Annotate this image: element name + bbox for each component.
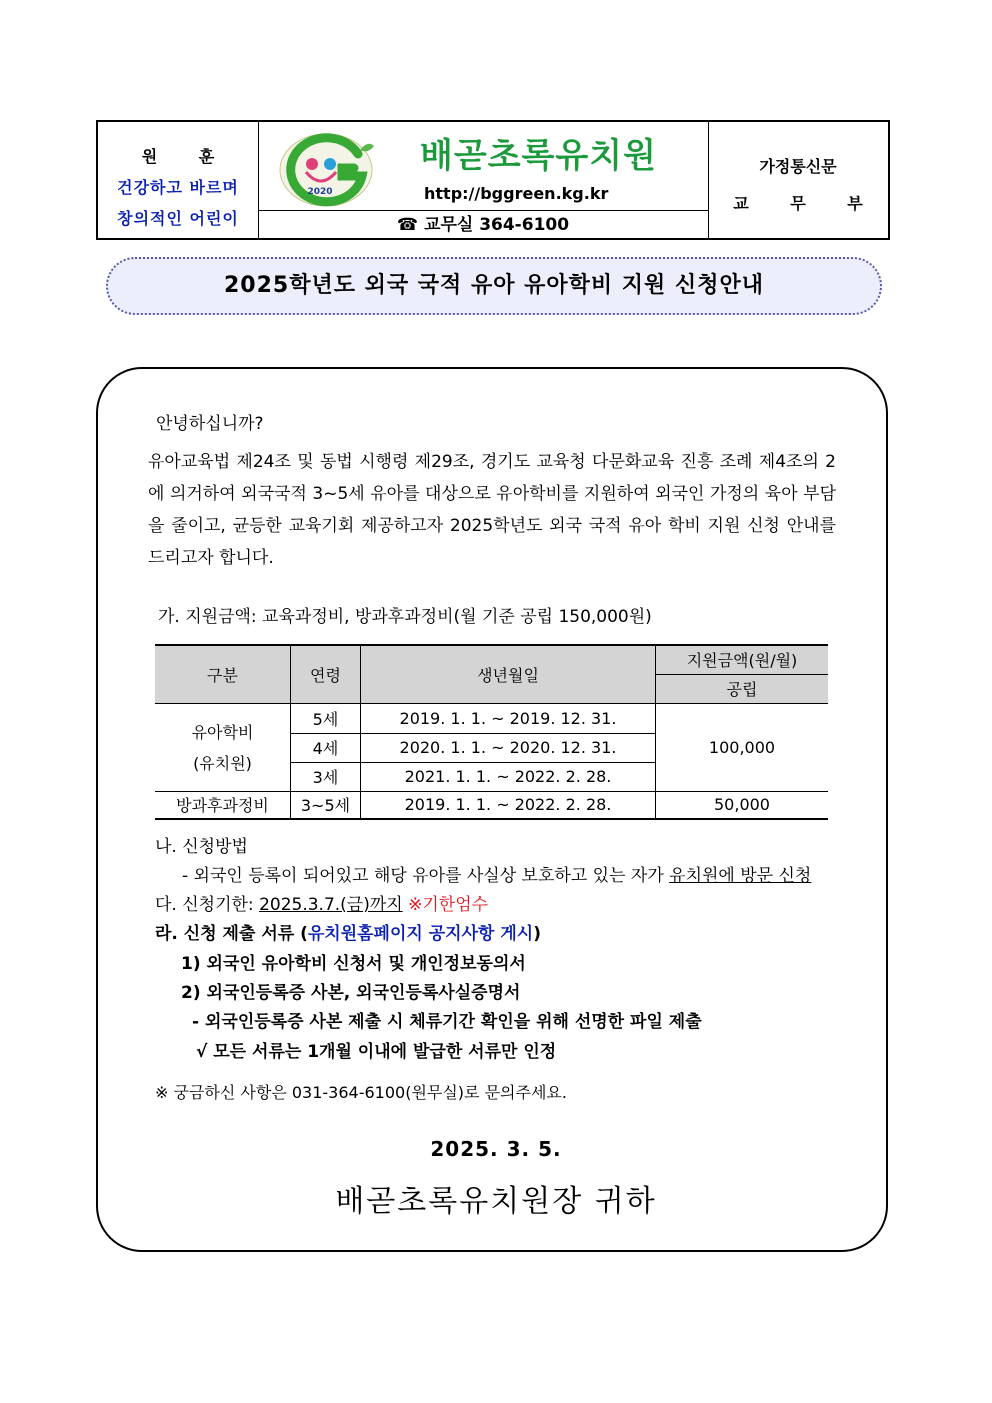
greeting: 안녕하십니까? xyxy=(156,414,264,434)
intro-paragraph: 유아교육법 제24조 및 동법 시행령 제29조, 경기도 교육청 다문화교육 진흥 조례 제4조의 2에 의거하여 외국국적 3~5세 유아를 대상으로 유아학비를 지원하여 외국인 가정의 육아 부담을 줄이고, 균등한 교육기회 제공하고자 2025학년도 외국 국적 유아 학비 지원 신청 안내를 드리고자 합니다. xyxy=(148,452,836,568)
tuition-label xyxy=(155,703,291,791)
section-a-title: 가. 지원금액: 교육과정비, 방과후과정비(월 기준 공립 150,000원) xyxy=(158,607,652,627)
section-c xyxy=(155,895,488,915)
row-birth: 2020. 1. 1. ~ 2020. 12. 31. xyxy=(361,733,656,762)
tuition-amount: 100,000 xyxy=(656,703,829,791)
afterschool-birth: 2019. 1. 1. ~ 2022. 2. 28. xyxy=(361,791,656,819)
table-row xyxy=(155,703,828,733)
document-item-1: 1) 외국인 유아학비 신청서 및 개인정보동의서 xyxy=(181,954,526,974)
row-age: 5세 xyxy=(291,703,361,733)
afterschool-age: 3~5세 xyxy=(291,791,361,819)
school-name: 배곧초록유치원 xyxy=(420,136,657,176)
signature: 배곧초록유치원장 귀하 xyxy=(335,1184,657,1219)
tuition-label-2: (유치원) xyxy=(193,754,252,773)
school-logo-icon xyxy=(276,130,376,208)
phone-number: ☎ 교무실 364-6100 xyxy=(258,210,708,239)
section-b-emphasis: 유치원에 방문 신청 xyxy=(669,866,812,886)
afterschool-label: 방과후과정비 xyxy=(155,791,291,819)
letterhead xyxy=(96,120,890,240)
motto-line-2: 창의적인 어린이 xyxy=(117,209,239,228)
document-item-2: 2) 외국인등록증 사본, 외국인등록사실증명서 xyxy=(181,983,521,1003)
newsletter-label: 가정통신문 xyxy=(759,157,837,176)
logo-year: 2020 xyxy=(307,187,333,197)
col-birth: 생년월일 xyxy=(361,645,656,703)
section-d-label: 라. 신청 제출 서류 ( xyxy=(155,924,308,944)
col-category: 구분 xyxy=(155,645,291,703)
section-c-label: 다. 신청기한: xyxy=(155,895,260,915)
school-url[interactable]: http://bggreen.kg.kr xyxy=(424,184,609,203)
deadline: 2025.3.7.(금)까지 xyxy=(259,895,403,915)
row-age: 3세 xyxy=(291,762,361,791)
fee-table xyxy=(155,644,828,820)
section-d-suffix: ) xyxy=(533,924,541,944)
school-info xyxy=(258,122,709,238)
section-b-title: 나. 신청방법 xyxy=(155,837,248,857)
motto-line-1: 건강하고 바르며 xyxy=(117,178,239,197)
issue-date: 2025. 3. 5. xyxy=(430,1137,562,1161)
document-type xyxy=(708,122,888,238)
col-age: 연령 xyxy=(291,645,361,703)
section-d xyxy=(155,924,541,944)
table-row xyxy=(155,791,828,819)
col-amount: 지원금액(원/월) xyxy=(656,645,829,674)
row-birth: 2021. 1. 1. ~ 2022. 2. 28. xyxy=(361,762,656,791)
contact-info: ※ 궁금하신 사항은 031-364-6100(원무실)로 문의주세요. xyxy=(155,1083,567,1102)
row-age: 4세 xyxy=(291,733,361,762)
afterschool-amount: 50,000 xyxy=(656,791,829,819)
col-public: 공립 xyxy=(656,674,829,703)
row-birth: 2019. 1. 1. ~ 2019. 12. 31. xyxy=(361,703,656,733)
document-title: 2025학년도 외국 국적 유아 유아학비 지원 신청안내 xyxy=(106,257,882,315)
motto-title: 원 훈 xyxy=(141,147,233,166)
school-motto xyxy=(98,122,259,238)
deadline-note: ※기한엄수 xyxy=(408,895,489,915)
department-label: 교 무 부 xyxy=(733,194,881,213)
validity-note: √ 모든 서류는 1개월 이내에 발급한 서류만 인정 xyxy=(196,1042,557,1062)
tuition-label-1: 유아학비 xyxy=(191,723,254,742)
section-b-text: - 외국인 등록이 되어있고 해당 유아를 사실상 보호하고 있는 자가 xyxy=(182,866,670,886)
homepage-notice: 유치원홈페이지 공지사항 게시 xyxy=(307,924,534,944)
section-b-line xyxy=(182,866,811,886)
document-item-2-note: - 외국인등록증 사본 제출 시 체류기간 확인을 위해 선명한 파일 제출 xyxy=(192,1012,702,1032)
